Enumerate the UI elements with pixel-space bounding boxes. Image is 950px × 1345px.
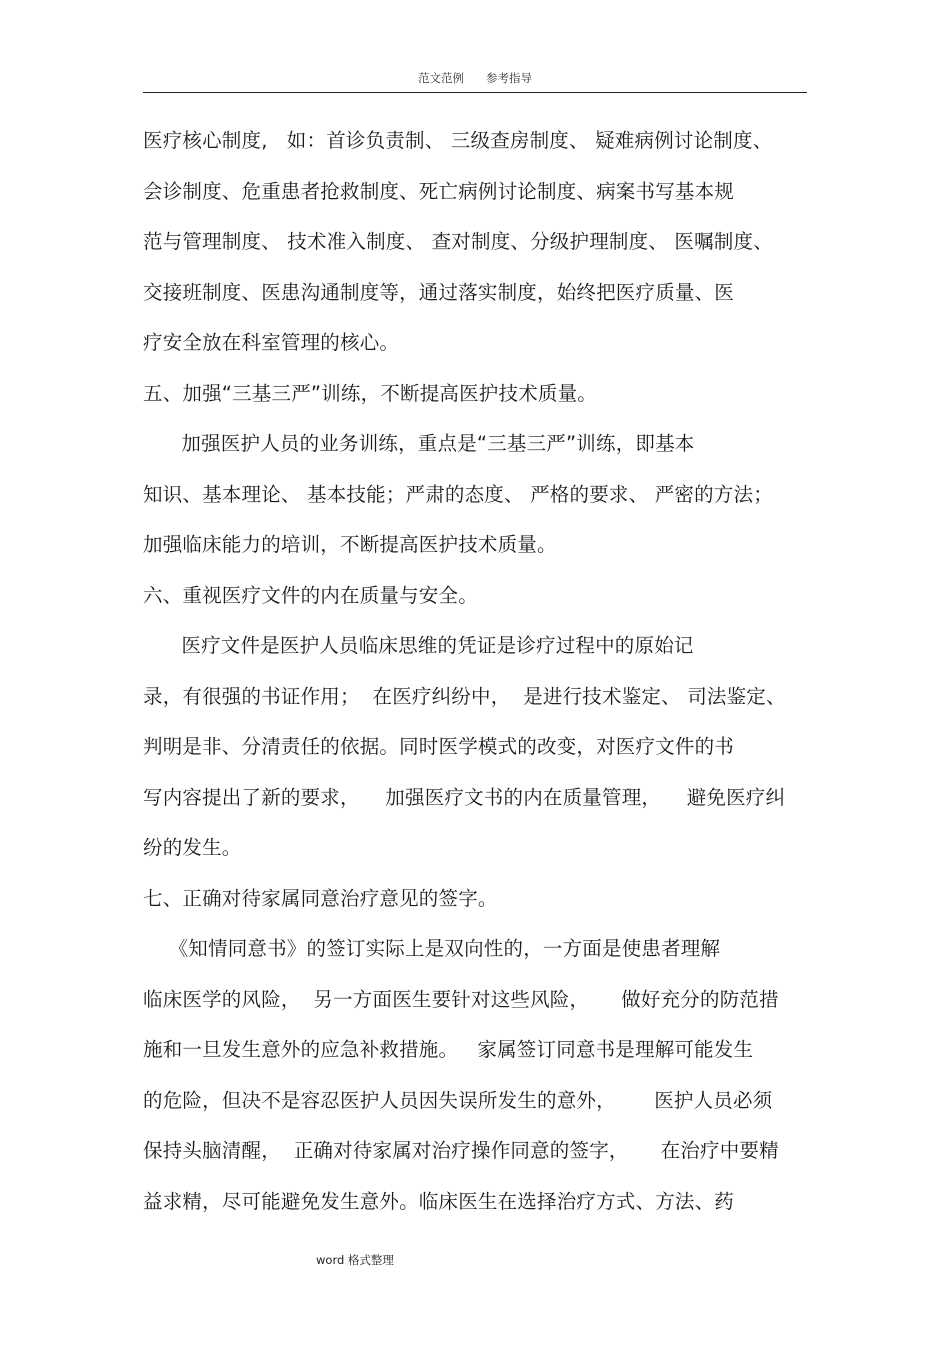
text-line: 纷的发生。: [143, 836, 242, 859]
header-right-text: 参考指导: [486, 71, 532, 85]
text-line: 加强临床能力的培训，不断提高医护技术质量。: [143, 533, 557, 556]
header-left-text: 范文范例: [418, 71, 464, 85]
text-line: 施和一旦发生意外的应急补救措施。 家属签订同意书是理解可能发生: [143, 1038, 754, 1061]
text-line: 会诊制度、危重患者抢救制度、死亡病例讨论制度、病案书写基本规: [143, 179, 735, 203]
text-line: 交接班制度、医患沟通制度等，通过落实制度，始终把医疗质量、医: [143, 280, 735, 304]
section-heading: 六、重视医疗文件的内在质量与安全。: [143, 583, 478, 607]
text-line: 的危险，但决不是容忍医护人员因失误所发生的意外， 医护人员必须: [143, 1088, 773, 1112]
text-line: 判明是非、分清责任的依据。同时医学模式的改变，对医疗文件的书: [143, 735, 735, 758]
text-line: 疗安全放在科室管理的核心。: [143, 331, 400, 354]
text-line: 范与管理制度、 技术准入制度、 查对制度、分级护理制度、 医嘱制度、: [143, 230, 773, 253]
header-divider: [143, 92, 807, 93]
text-line: 医疗文件是医护人员临床思维的凭证是诊疗过程中的原始记: [143, 634, 694, 657]
section-heading: 五、加强“三基三严”训练，不断提高医护技术质量。: [143, 381, 598, 405]
page-footer: word 格式整理: [316, 1253, 394, 1267]
text-line: 加强医护人员的业务训练，重点是“三基三严”训练，即基本: [143, 432, 695, 455]
text-line: 《知情同意书》的签订实际上是双向性的，一方面是使患者理解: [143, 937, 721, 960]
text-line: 知识、基本理论、 基本技能；严肃的态度、 严格的要求、 严密的方法；: [143, 482, 773, 506]
text-line: 益求精，尽可能避免发生意外。临床医生在选择治疗方式、方法、药: [143, 1189, 735, 1213]
section-heading: 七、正确对待家属同意治疗意见的签字。: [143, 886, 498, 910]
page-header: [0, 70, 950, 86]
text-line: 写内容提出了新的要求， 加强医疗文书的内在质量管理， 避免医疗纠: [143, 785, 786, 809]
text-line: 临床医学的风险， 另一方面医生要针对这些风险， 做好充分的防范措: [143, 987, 779, 1011]
text-line: 录，有很强的书证作用； 在医疗纠纷中， 是进行技术鉴定、 司法鉴定、: [143, 684, 786, 708]
text-line: 医疗核心制度, 如：首诊负责制、 三级查房制度、 疑难病例讨论制度、: [143, 129, 773, 152]
document-body: [143, 119, 823, 1230]
text-line: 保持头脑清醒， 正确对待家属对治疗操作同意的签字， 在治疗中要精: [143, 1139, 779, 1162]
